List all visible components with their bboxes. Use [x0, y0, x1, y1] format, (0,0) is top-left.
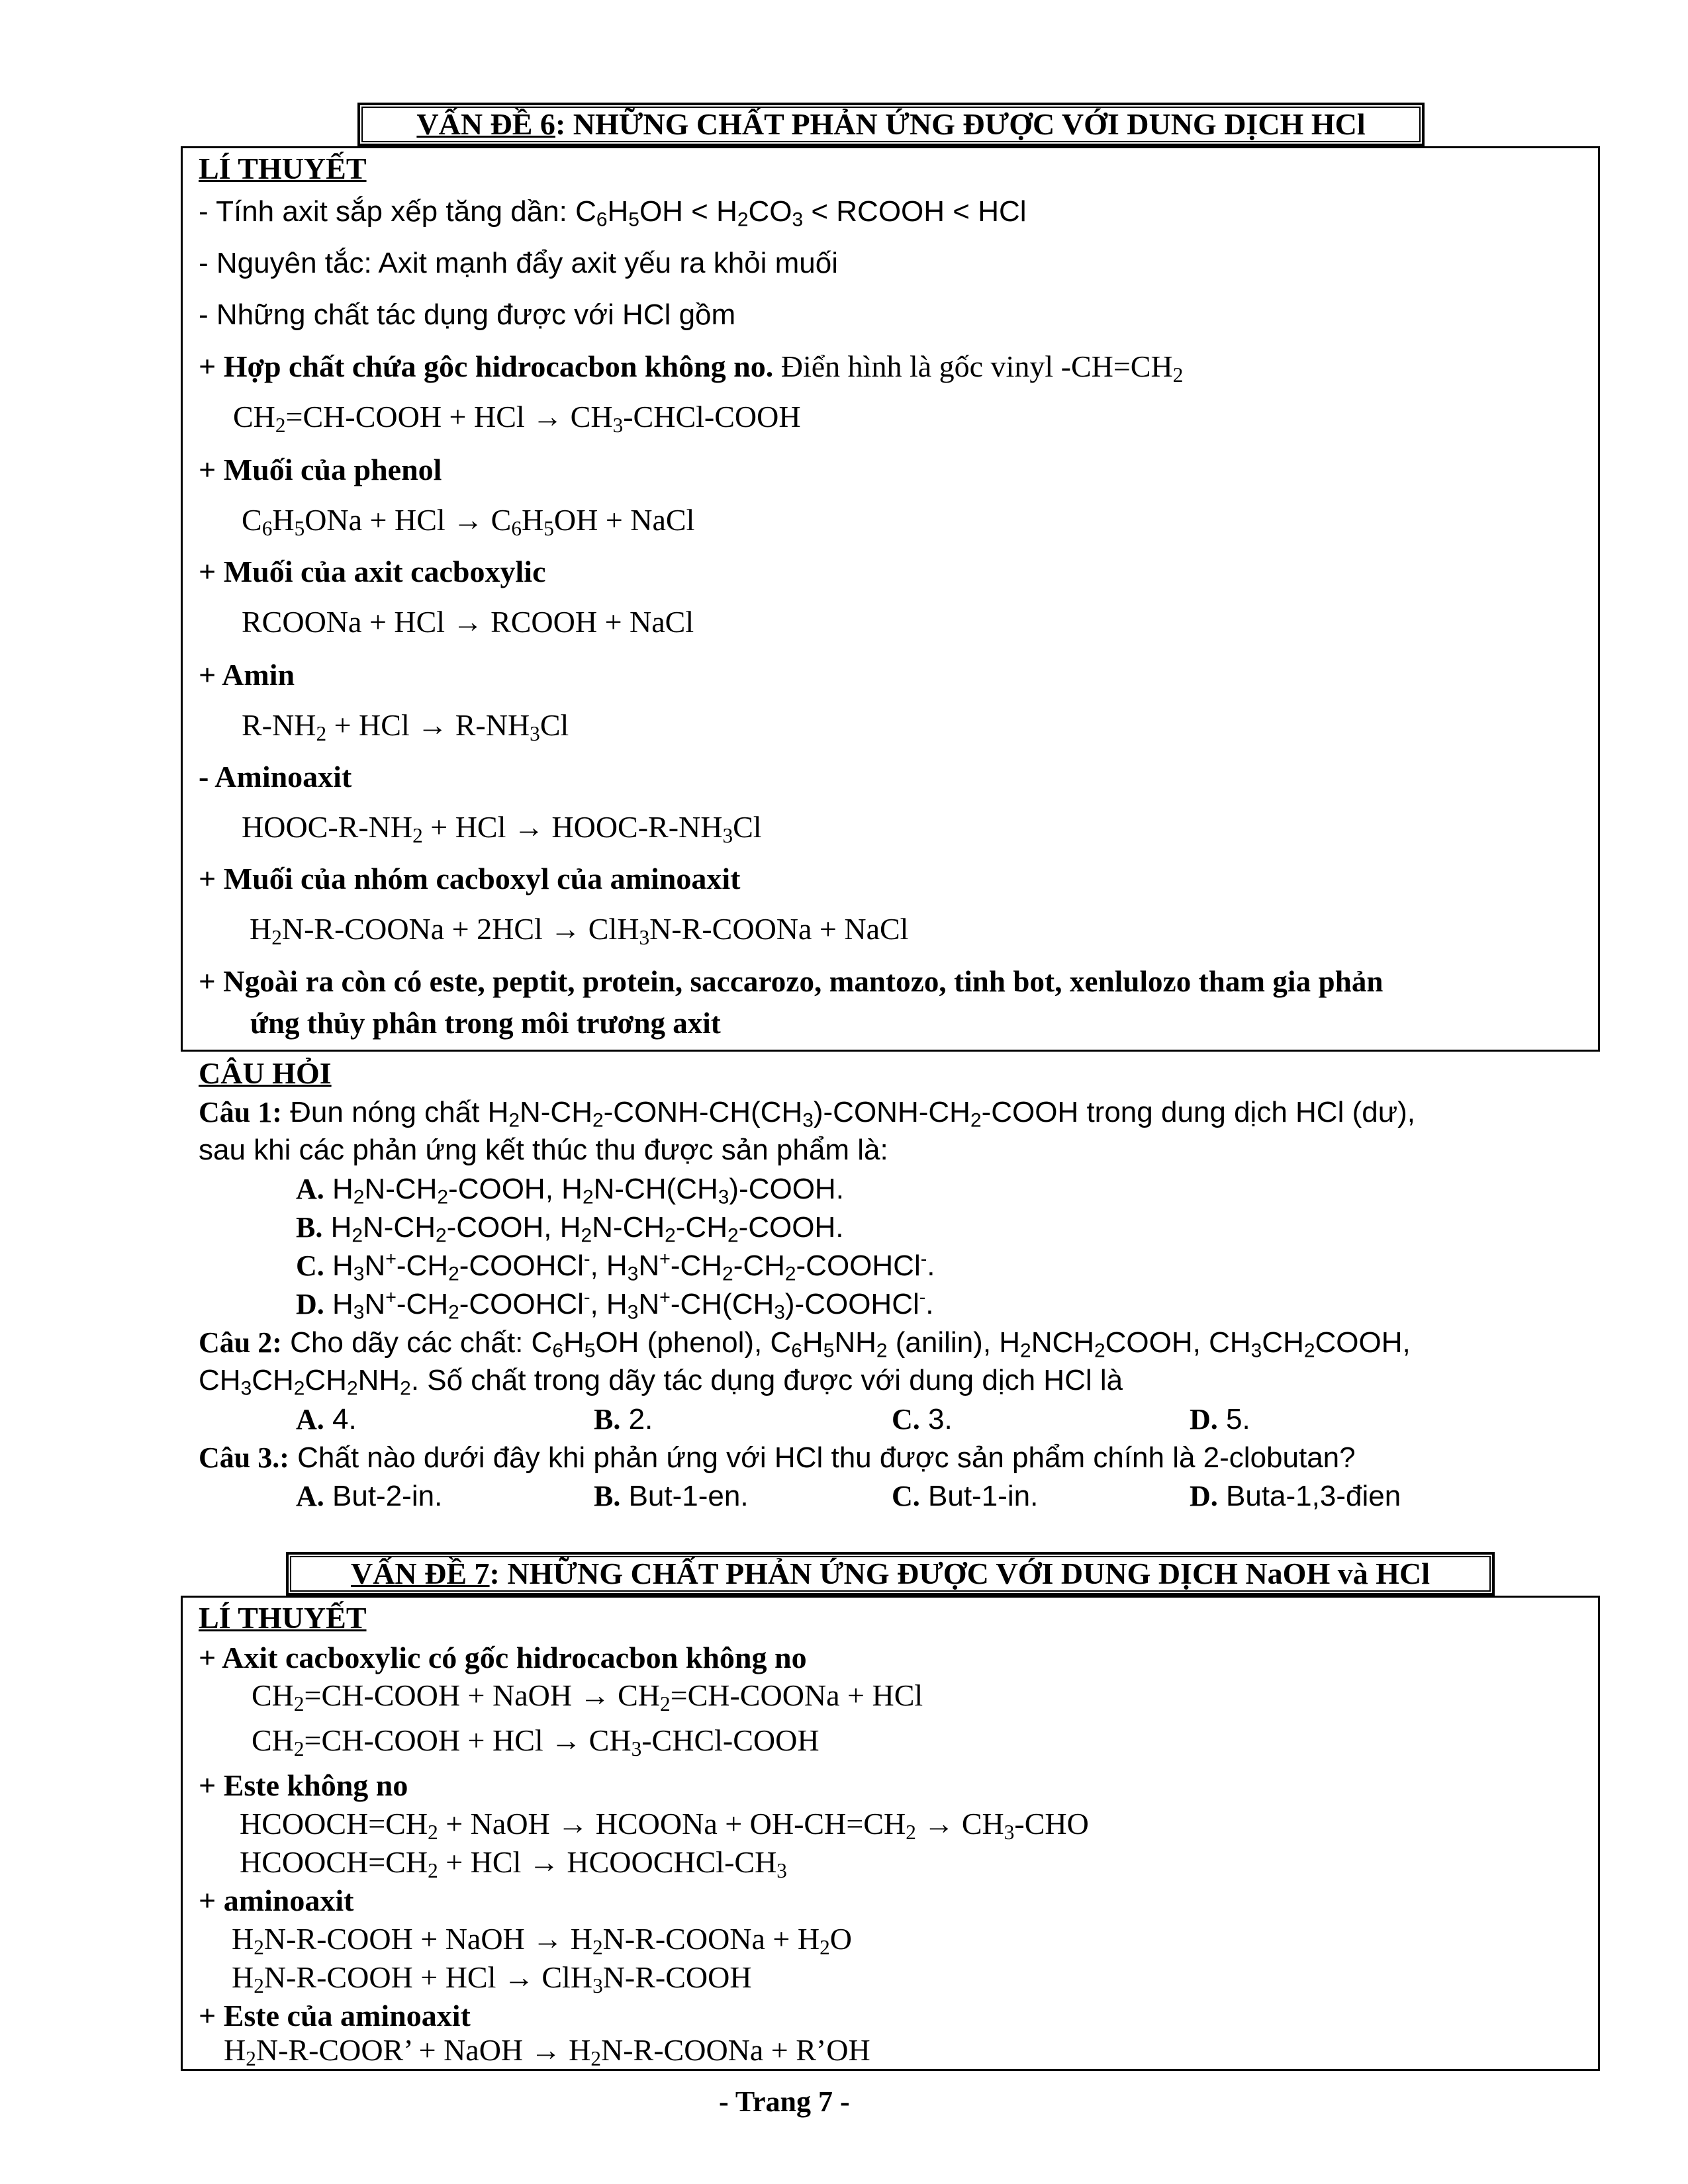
theory6-line-17: ứng thủy phân trong môi trương axit — [250, 1007, 721, 1040]
theory7-line-2: $CH_2=CH$-COOH + NaOH → $CH_2=CH$-COONa + HCl — [252, 1678, 923, 1715]
question-2-option-d[interactable] — [1190, 1402, 1250, 1436]
theory6-line-13: HOOC-$R-NH_2$ + HCl → HOOC-$R-NH_3Cl$ — [242, 810, 762, 847]
theory7-line-8: $H_2N-R$-COOH + NaOH → $H_2N-R$-COONa + $H_2O$ — [232, 1922, 852, 1959]
section6-title-number: VẤN ĐỀ 6 — [416, 107, 555, 141]
question-1-line-1: Câu 1: Đun nóng chất $H_2N-CH_2-CONH-CH(CH_3)-CONH-CH_2$-COOH trong dung dịch HCl (dư), — [199, 1096, 1416, 1132]
section6-title — [357, 103, 1425, 146]
theory7-line-6: $HCOOCH=CH_2$ + HCl → HCOOCHCl-$CH_3$ — [240, 1845, 787, 1882]
theory6-line-16: + Ngoài ra còn có este, peptit, protein, saccarozo, mantozo, tinh bot, xenlulozo tham gia phản — [199, 965, 1383, 998]
theory6-line-3: - Những chất tác dụng được với HCl gồm — [199, 298, 736, 331]
theory6-line-7: $C_6H_5ONa$ + HCl → $C_6H_5OH$ + NaCl — [242, 503, 695, 540]
option-text: 2. — [620, 1403, 653, 1435]
option-text: But-1-en. — [620, 1480, 749, 1512]
section7-title-text: : NHỮNG CHẤT PHẢN ỨNG ĐƯỢC VỚI DUNG DỊCH NaOH và HCl — [489, 1557, 1430, 1590]
section7-title-number: VẤN ĐỀ 7 — [350, 1557, 490, 1590]
option-text: 4. — [324, 1403, 357, 1435]
option-letter: D. — [296, 1288, 324, 1320]
theory6-line-4: + Hợp chất chứa gôc hidrocacbon không no. Điển hình là gốc vinyl $-CH=CH_2$ — [199, 349, 1184, 387]
option-text: 5. — [1217, 1403, 1250, 1435]
theory6-line-15: $H_2N-R$-COONa + 2HCl → ClH$_3$N-R-COONa + NaCl — [250, 912, 909, 949]
theory6-line-11: $R-NH_2$ + HCl → $R-NH_3Cl$ — [242, 708, 569, 745]
theory6-line-1: - Tính axit sắp xếp tăng dần: $C_6H_5OH < H_2CO_3$ < RCOOH < HCl — [199, 195, 1027, 231]
section7-theory-heading: LÍ THUYẾT — [199, 1601, 367, 1635]
option-letter: D. — [1190, 1480, 1218, 1512]
theory6-line-9: RCOONa + HCl → RCOOH + NaCl — [242, 605, 694, 639]
section6-title-text: : NHỮNG CHẤT PHẢN ỨNG ĐƯỢC VỚI DUNG DỊCH HCl — [555, 107, 1366, 141]
question-2-label: Câu 2: — [199, 1326, 282, 1359]
question-1-option-a[interactable]: A. $H_2N-CH_2$-COOH, $H_2N-CH(CH_3)$-COOH. — [296, 1173, 844, 1208]
option-text: Buta-1,3-đien — [1217, 1480, 1401, 1512]
question-1-option-b[interactable]: B. $H_2N-CH_2$-COOH, $H_2N-CH_2-CH_2$-COOH. — [296, 1211, 844, 1247]
question-1-option-d[interactable]: D. $H_3N^+-CH_2-COOHCl^-$, $H_3N^+-CH(CH_3)-COOHCl^-$. — [296, 1287, 934, 1324]
theory6-line-8: + Muối của axit cacboxylic — [199, 555, 546, 588]
theory7-line-1: + Axit cacboxylic có gốc hidrocacbon không no — [199, 1641, 807, 1674]
theory6-line-6: + Muối của phenol — [199, 453, 442, 486]
theory6-line-14: + Muối của nhóm cacboxyl của aminoaxit — [199, 862, 741, 895]
question-3-line-1 — [199, 1441, 1356, 1475]
theory6-line-12: - Aminoaxit — [199, 760, 352, 794]
option-letter: C. — [892, 1403, 920, 1435]
question-3-option-b[interactable] — [594, 1479, 749, 1513]
option-text: But-1-in. — [919, 1480, 1039, 1512]
question-2-line-1: Câu 2: Cho dãy các chất: $C_6H_5OH$ (phenol), $C_6H_5NH_2$ (anilin), $H_2NCH_2COOH$, $CH_3CH_2COOH$, — [199, 1326, 1411, 1362]
question-3-label: Câu 3.: — [199, 1441, 289, 1474]
page-number: - Trang 7 - — [719, 2085, 850, 2118]
option-letter: B. — [296, 1211, 323, 1244]
theory7-line-5: $HCOOCH=CH_2$ + NaOH → HCOONa + $OH-CH=CH_2 \to CH_3-CHO$ — [240, 1807, 1089, 1844]
option-letter: A. — [296, 1480, 324, 1512]
theory7-line-4: + Este không no — [199, 1768, 408, 1802]
question-3-option-c[interactable] — [892, 1479, 1038, 1513]
question-3-option-a[interactable] — [296, 1479, 442, 1513]
option-letter: B. — [594, 1403, 621, 1435]
option-letter: C. — [892, 1480, 920, 1512]
option-letter: D. — [1190, 1403, 1218, 1435]
section6-theory-heading: LÍ THUYẾT — [199, 152, 367, 185]
theory6-line-10: + Amin — [199, 658, 295, 692]
option-text: But-2-in. — [324, 1480, 443, 1512]
question-1-label: Câu 1: — [199, 1096, 282, 1128]
theory7-line-10: + Este của aminoaxit — [199, 1999, 471, 2032]
option-letter: C. — [296, 1250, 324, 1282]
theory7-line-11: $H_2N-R$-COOR’ + NaOH → $H_2N-R$-COONa + R’OH — [224, 2033, 870, 2070]
theory7-line-7: + aminoaxit — [199, 1884, 354, 1917]
section6-questions-heading: CÂU HỎI — [199, 1056, 332, 1090]
option-letter: A. — [296, 1173, 324, 1205]
question-2-line-2: $CH_3CH_2CH_2NH_2$. Số chất trong dãy tác dụng được với dung dịch HCl là — [199, 1364, 1123, 1400]
option-letter: A. — [296, 1403, 324, 1435]
question-2-option-c[interactable] — [892, 1402, 953, 1436]
question-2-option-b[interactable] — [594, 1402, 653, 1436]
option-text: 3. — [919, 1403, 953, 1435]
section7-title — [286, 1552, 1495, 1596]
question-1-line-2: sau khi các phản ứng kết thúc thu được sản phẩm là: — [199, 1134, 888, 1166]
question-3-text: Chất nào dưới đây khi phản ứng với HCl thu được sản phẩm chính là 2-clobutan? — [289, 1441, 1356, 1474]
question-3-option-d[interactable] — [1190, 1479, 1401, 1513]
question-1-option-c[interactable]: C. $H_3N^+-CH_2-COOHCl^-$, $H_3N^+-CH_2-CH_2-COOHCl^-$. — [296, 1248, 935, 1285]
theory7-line-9: $H_2N-R$-COOH + HCl → ClH$_3$N-R-COOH — [232, 1960, 752, 1997]
theory6-line-5: $CH_2=CH$-COOH + HCl → $CH_3-CHCl$-COOH — [233, 400, 801, 437]
option-letter: B. — [594, 1480, 621, 1512]
question-2-option-a[interactable] — [296, 1402, 357, 1436]
theory7-line-3: $CH_2=CH$-COOH + HCl → $CH_3-CHCl$-COOH — [252, 1723, 820, 1760]
theory6-line-2: - Nguyên tắc: Axit mạnh đẩy axit yếu ra khỏi muối — [199, 247, 839, 279]
